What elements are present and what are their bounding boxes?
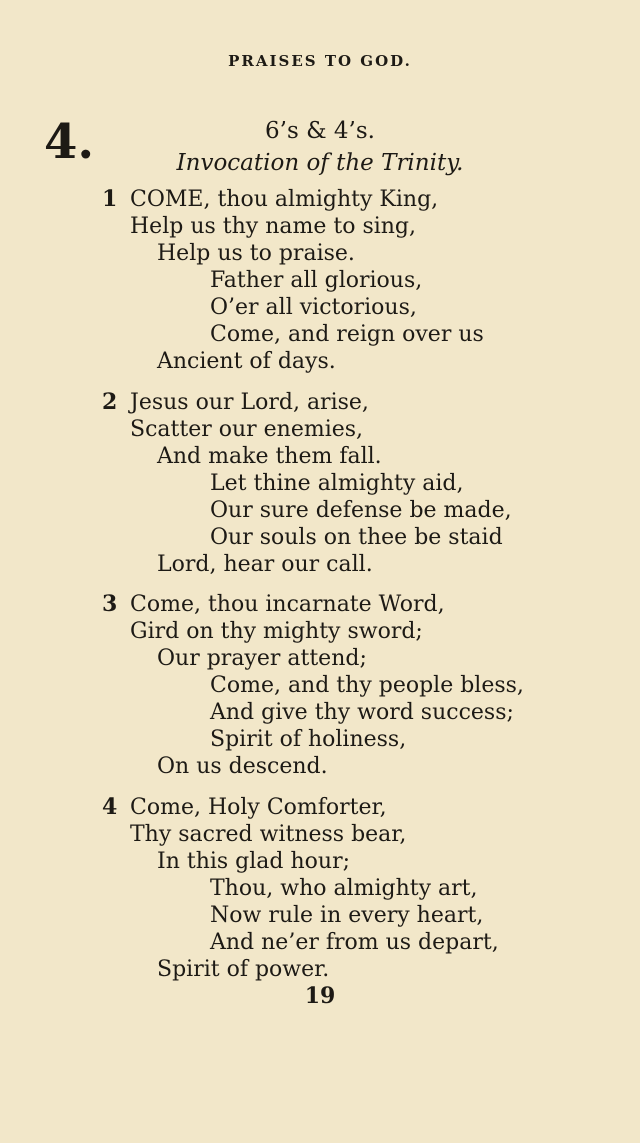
verse-line: O’er all victorious, bbox=[210, 295, 417, 320]
verse-line: Spirit of power. bbox=[157, 957, 330, 982]
verse-line: Jesus our Lord, arise, bbox=[130, 390, 369, 415]
page-number: 19 bbox=[304, 983, 336, 1009]
stanza-number: 2 bbox=[102, 389, 118, 415]
verse-line: Our sure defense be made, bbox=[210, 498, 512, 523]
verse-line: Come, thou incarnate Word, bbox=[130, 592, 445, 617]
verse-line: And give thy word success; bbox=[210, 700, 514, 725]
stanza-3 bbox=[0, 591, 524, 780]
verse-line: Gird on thy mighty sword; bbox=[130, 619, 423, 644]
verse-line: Our souls on thee be staid bbox=[210, 525, 503, 550]
stanza-2 bbox=[0, 389, 512, 578]
verse-line: Now rule in every heart, bbox=[210, 903, 484, 928]
verse-line: Let thine almighty aid, bbox=[210, 471, 464, 496]
stanza-number: 1 bbox=[102, 186, 118, 212]
verse-line: Scatter our enemies, bbox=[130, 417, 364, 442]
verse-line: On us descend. bbox=[157, 754, 328, 779]
stanza-4 bbox=[0, 794, 499, 983]
verse-line: Come, and thy people bless, bbox=[210, 673, 524, 698]
hymn-title: Invocation of the Trinity. bbox=[176, 150, 464, 176]
verse-line: Lord, hear our call. bbox=[157, 552, 373, 577]
verse-line: COME, thou almighty King, bbox=[130, 187, 439, 212]
stanza-number: 4 bbox=[102, 794, 118, 820]
stanza-1 bbox=[0, 186, 484, 375]
verse-line: Father all glorious, bbox=[210, 268, 423, 293]
stanza-number: 3 bbox=[102, 591, 118, 617]
hymn-number: 4. bbox=[44, 114, 95, 170]
verse-line: In this glad hour; bbox=[157, 849, 351, 874]
verse-line: Thou, who almighty art, bbox=[210, 876, 478, 901]
hymn-meter: 6’s & 4’s. bbox=[265, 118, 375, 144]
running-header: PRAISES TO GOD. bbox=[228, 52, 412, 70]
verse-line: Come, and reign over us bbox=[210, 322, 484, 347]
verse-line: And make them fall. bbox=[157, 444, 382, 469]
verse-line: And ne’er from us depart, bbox=[210, 930, 499, 955]
verse-line: Help us to praise. bbox=[157, 241, 355, 266]
verse-line: Ancient of days. bbox=[157, 349, 336, 374]
verse-line: Thy sacred witness bear, bbox=[130, 822, 407, 847]
verse-line: Come, Holy Comforter, bbox=[130, 795, 387, 820]
verse-line: Spirit of holiness, bbox=[210, 727, 407, 752]
verse-line: Our prayer attend; bbox=[157, 646, 367, 671]
verse-line: Help us thy name to sing, bbox=[130, 214, 417, 239]
